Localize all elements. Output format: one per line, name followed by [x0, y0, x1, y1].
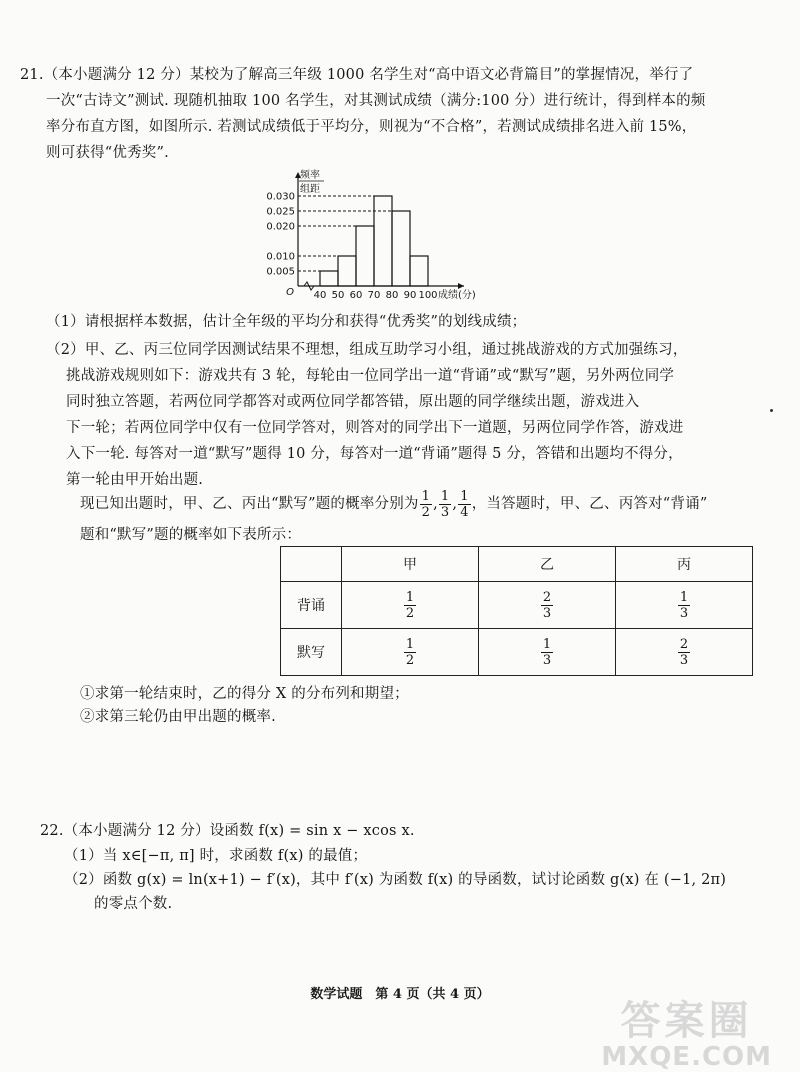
given-suffix: ，当答题时，甲、乙、丙答对“背诵” — [471, 496, 708, 512]
table-header-row — [281, 547, 753, 582]
x-tick-label: 40 — [313, 290, 327, 301]
y-tick-label: 0.030 — [266, 191, 295, 203]
table-cell: $\frac{2}{3}$ — [479, 582, 616, 629]
q22-line-2: （1）当 x∈[−π, π] 时，求函数 f(x) 的最值； — [64, 848, 368, 864]
page-footer: 数学试题 第 4 页（共 4 页） — [310, 987, 490, 1002]
q22-line-4: 的零点个数. — [94, 896, 173, 912]
table-cell: $\frac{1}{2}$ — [342, 582, 479, 629]
x-tick-label: 50 — [331, 290, 345, 301]
origin-label: O — [286, 287, 294, 298]
probability-table — [280, 546, 753, 676]
histogram-bar — [374, 196, 392, 286]
histogram-bar — [338, 256, 356, 286]
y-tick-label: 0.010 — [266, 251, 295, 263]
table-cell: $\frac{1}{3}$ — [479, 629, 616, 676]
histogram-bar — [410, 256, 428, 286]
x-tick-label: 70 — [367, 290, 381, 301]
given-prefix: 现已知出题时，甲、乙、丙出“默写”题的概率分别为 — [80, 496, 419, 512]
q21-sub1: ①求第一轮结束时，乙的得分 X 的分布列和期望； — [80, 686, 409, 702]
histogram-bar — [320, 271, 338, 286]
x-tick-label: 90 — [403, 290, 417, 301]
q21-given-line: 现已知出题时，甲、乙、丙出“默写”题的概率分别为 $\frac{1}{2}$ , $\frac{1}{3}$ , $\frac{1}{4}$ ，当答题时，甲、乙、丙答对“背诵” — [80, 488, 708, 520]
x-tick-label: 100 — [418, 290, 438, 301]
table-cell: $\frac{1}{2}$ — [342, 629, 479, 676]
table-cell: $\frac{2}{3}$ — [616, 629, 753, 676]
table-row-dictation — [281, 629, 753, 676]
watermark-logo: 答案圈 MXQE.COM — [601, 998, 772, 1072]
q21-part2-line-5: 入下一轮. 每答对一道“默写”题得 10 分，每答对一道“背诵”题得 5 分，答错和出题均不得分， — [66, 446, 683, 462]
scan-dot — [770, 409, 773, 412]
q21-part1: （1）请根据样本数据，估计全年级的平均分和获得“优秀奖”的划线成绩； — [46, 314, 527, 330]
q21-part2-line-6: 第一轮由甲开始出题. — [66, 472, 204, 488]
given-fraction-jia: $\frac{1}{2}$ — [421, 488, 431, 520]
table-row-recite — [281, 582, 753, 629]
given-fraction-bing: $\frac{1}{4}$ — [460, 488, 469, 520]
table-row-label-dictation: 默写 — [281, 629, 342, 676]
q21-part2-line-4: 下一轮；若两位同学中仅有一位同学答对，则答对的同学出下一道题，另两位同学作答，游戏进 — [66, 420, 684, 436]
y-axis-label-top: 频率 — [300, 170, 320, 181]
q21-line-2: 一次“古诗文”测试. 现随机抽取 100 名学生，对其测试成绩（满分:100 分）进行统计，得到样本的频 — [46, 93, 706, 109]
q22-line-3: （2）函数 g(x) = ln(x+1) − f′(x)，其中 f′(x) 为函数 f(x) 的导函数，试讨论函数 g(x) 在 (−1, 2π) — [64, 872, 727, 888]
x-axis-label: 成绩(分) — [438, 290, 476, 301]
table-header-jia: 甲 — [342, 547, 479, 582]
x-tick-label: 60 — [349, 290, 363, 301]
y-tick-label: 0.025 — [266, 206, 295, 218]
q21-part2-line-2: 挑战游戏规则如下：游戏共有 3 轮，每轮由一位同学出一道“背诵”或“默写”题，另外两位同学 — [66, 368, 675, 384]
q21-part2-line-1: （2）甲、乙、丙三位同学因测试结果不理想，组成互助学习小组，通过挑战游戏的方式加强练习， — [46, 342, 688, 358]
q21-line-1: 21.（本小题满分 12 分）某校为了解高三年级 1000 名学生对“高中语文必背篇目”的掌握情况，举行了 — [20, 67, 694, 83]
table-header-yi: 乙 — [479, 547, 616, 582]
histogram-bar — [392, 211, 410, 286]
given-fraction-yi: $\frac{1}{3}$ — [440, 488, 450, 520]
table-corner-cell — [281, 547, 342, 582]
table-row-label-recite: 背诵 — [281, 582, 342, 629]
q21-part2-line-3: 同时独立答题，若两位同学都答对或两位同学都答错，原出题的同学继续出题，游戏进入 — [66, 394, 640, 410]
x-axis-arrow — [458, 283, 464, 289]
y-axis-label-bottom: 组距 — [300, 184, 320, 195]
histogram-bar — [356, 226, 374, 286]
frequency-histogram — [256, 168, 506, 303]
x-tick-label: 80 — [385, 290, 399, 301]
y-tick-label: 0.005 — [266, 266, 295, 278]
q21-table-intro: 题和“默写”题的概率如下表所示： — [80, 527, 302, 543]
q21-sub2: ②求第三轮仍由甲出题的概率. — [80, 709, 276, 725]
q21-line-4: 则可获得“优秀奖”. — [46, 145, 169, 161]
q21-line-3: 率分布直方图，如图所示. 若测试成绩低于平均分，则视为“不合格”，若测试成绩排名进入前 15%， — [46, 119, 697, 135]
table-header-bing: 丙 — [616, 547, 753, 582]
y-tick-label: 0.020 — [266, 221, 295, 233]
q22-line-1: 22.（本小题满分 12 分）设函数 f(x) = sin x − xcos x. — [40, 823, 415, 839]
table-cell: $\frac{1}{3}$ — [616, 582, 753, 629]
